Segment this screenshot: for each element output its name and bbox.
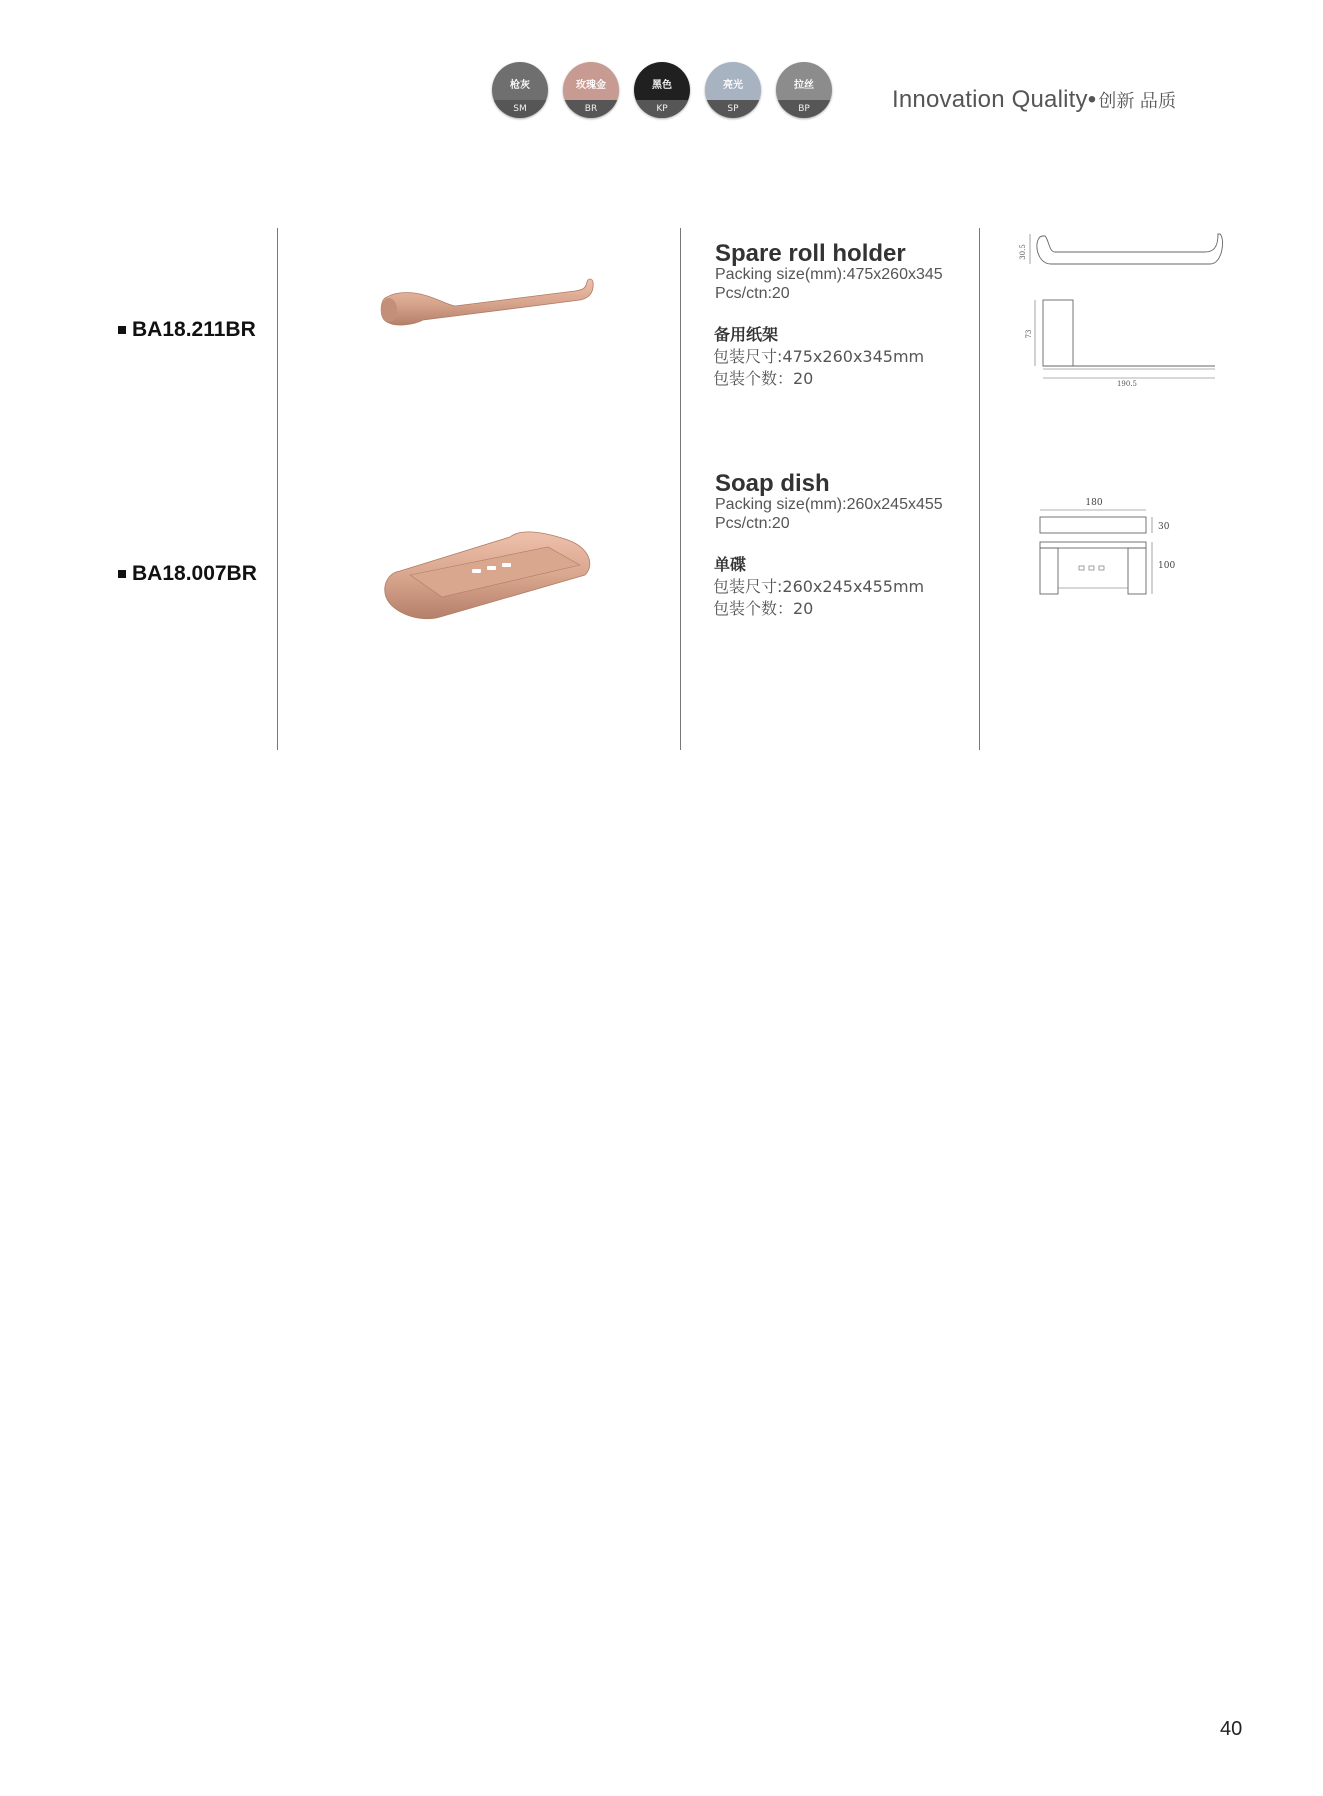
product-code — [118, 318, 256, 342]
dim-label: 190.5 — [1116, 380, 1138, 388]
pcs-per-carton: Pcs/ctn:20 — [715, 515, 790, 532]
packing-size: Packing size(mm):475x260x345 — [715, 266, 943, 283]
product-title-cn: 单碟 — [714, 555, 747, 574]
finish-swatch-sm — [492, 62, 548, 118]
column-divider — [277, 228, 278, 750]
spare-roll-holder-drawing — [1015, 228, 1230, 388]
finish-code-label: KP — [634, 100, 690, 118]
finish-cn-label: 黑色 — [652, 79, 672, 91]
finish-swatch-sp — [705, 62, 761, 118]
pcs-per-carton-cn: 包装个数：20 — [713, 369, 814, 388]
finish-code-label: SP — [705, 100, 761, 118]
bullet-square — [118, 326, 126, 334]
packing-size-cn: 包装尺寸:475x260x345mm — [713, 347, 925, 366]
dim-label: 180 — [1085, 498, 1103, 508]
product-title: Soap dish — [715, 470, 830, 497]
finish-swatch-bp — [776, 62, 832, 118]
column-divider — [979, 228, 980, 750]
soap-dish-image — [380, 525, 610, 625]
tagline-en: Innovation Quality — [892, 86, 1088, 113]
finish-cn-label: 枪灰 — [510, 79, 530, 91]
dim-label: 30 — [1158, 522, 1170, 532]
dim-label: 100 — [1158, 561, 1176, 571]
packing-size: Packing size(mm):260x245x455 — [715, 496, 943, 513]
finish-cn-label: 亮光 — [723, 79, 743, 91]
finish-cn-label: 玫瑰金 — [576, 79, 606, 91]
soap-dish-drawing — [1030, 492, 1190, 602]
tagline-cn: 创新 品质 — [1098, 91, 1177, 111]
finish-code-label: BR — [563, 100, 619, 118]
column-divider — [680, 228, 681, 750]
product-title-cn: 备用纸架 — [714, 325, 779, 344]
pcs-per-carton-cn: 包装个数：20 — [713, 599, 814, 618]
dim-label: 30.5 — [1019, 244, 1027, 260]
tagline-dot: • — [1087, 86, 1097, 113]
finish-code-label: SM — [492, 100, 548, 118]
packing-size-cn: 包装尺寸:260x245x455mm — [713, 577, 925, 596]
dim-label: 73 — [1025, 329, 1033, 339]
product-code-text: BA18.211BR — [132, 318, 256, 341]
finish-code-label: BP — [776, 100, 832, 118]
finish-cn-label: 拉丝 — [794, 79, 814, 91]
finish-swatch-kp — [634, 62, 690, 118]
bullet-square — [118, 570, 126, 578]
brand-tagline — [892, 86, 1176, 114]
product-code — [118, 562, 257, 586]
spare-roll-holder-image — [375, 270, 605, 350]
product-title: Spare roll holder — [715, 240, 906, 267]
pcs-per-carton: Pcs/ctn:20 — [715, 285, 790, 302]
product-code-text: BA18.007BR — [132, 562, 257, 585]
page-number: 40 — [1220, 1718, 1243, 1740]
finish-swatch-br — [563, 62, 619, 118]
